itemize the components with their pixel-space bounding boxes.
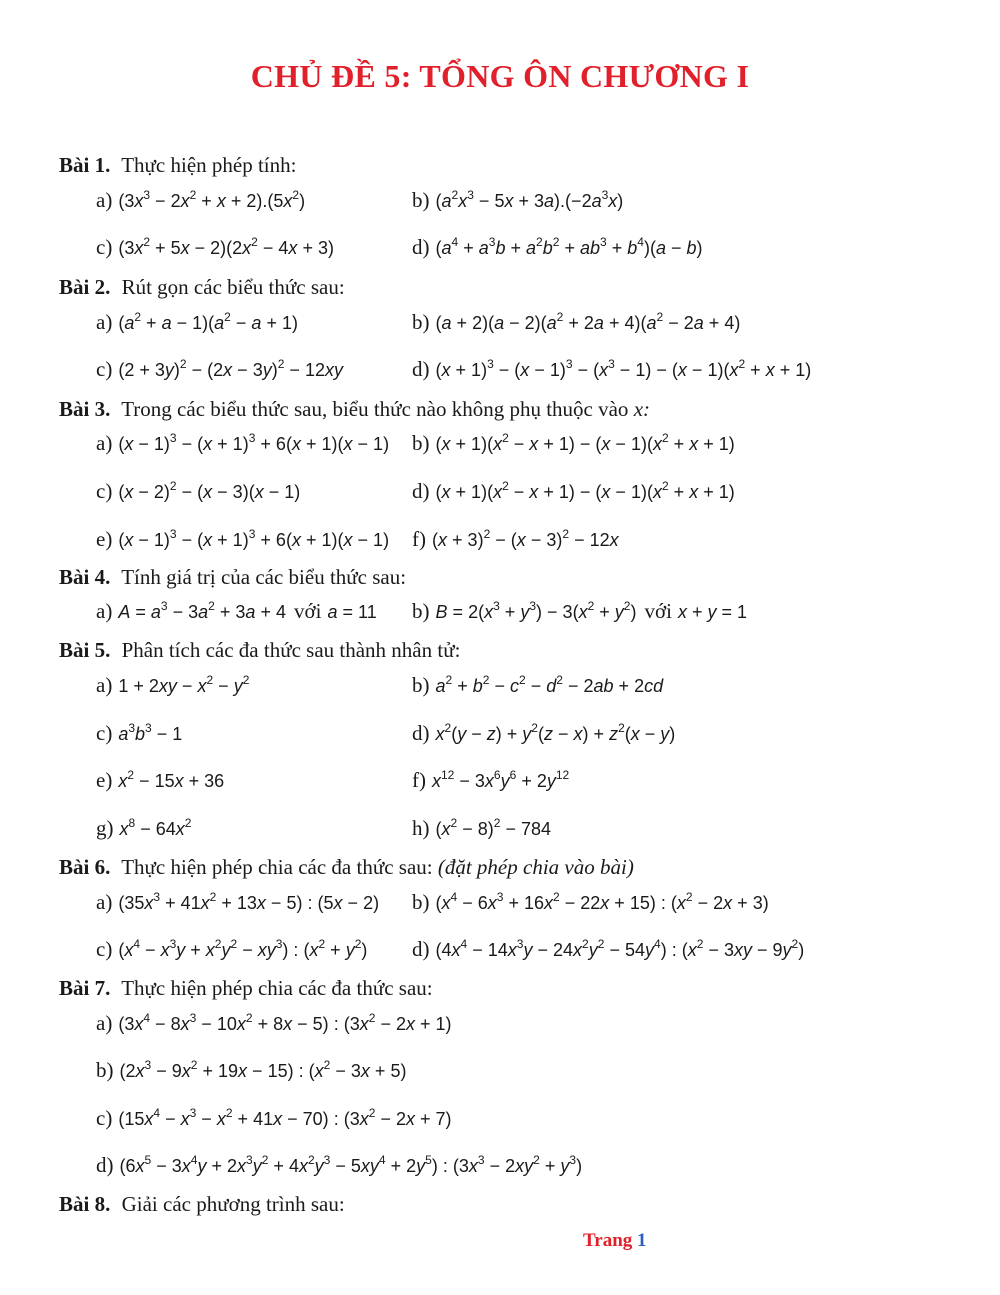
exercise-row bbox=[96, 1011, 976, 1039]
exercise-row bbox=[96, 721, 976, 749]
item-label: e) bbox=[96, 527, 113, 551]
exercise-row bbox=[96, 937, 976, 965]
math-expression: $x^8 - 64x^2$ bbox=[119, 816, 192, 839]
math-expression: $(a^2 + a - 1)(a^2 - a + 1)$ bbox=[118, 310, 298, 333]
item-label: d) bbox=[412, 721, 430, 745]
exercise-number: Bài 1. bbox=[59, 153, 111, 177]
math-expression: $1 + 2xy - x^2 - y^2$ bbox=[118, 673, 250, 696]
exercise-row bbox=[96, 599, 976, 627]
item-label: a) bbox=[96, 310, 113, 334]
exercise-number: Bài 7. bbox=[59, 976, 111, 1000]
exercise-item bbox=[412, 768, 569, 793]
exercise-item bbox=[412, 235, 703, 260]
exercise-row bbox=[96, 235, 976, 263]
math-expression: $(x^4 - x^3y + x^2y^2 - xy^3)$ : $(x^2 + y^2)$ bbox=[118, 937, 368, 960]
exercise-row bbox=[96, 890, 976, 918]
exercise-row bbox=[96, 673, 976, 701]
exercise-heading bbox=[59, 638, 460, 663]
exercise-title: Tính giá trị của các biểu thức sau: bbox=[116, 565, 407, 589]
exercise-item bbox=[412, 431, 735, 456]
math-expression: $(a^4 + a^3b + a^2b^2 + ab^3 + b^4)(a - b)$ bbox=[435, 235, 703, 258]
exercise-item bbox=[96, 599, 377, 624]
exercise-heading bbox=[59, 855, 634, 880]
exercise-heading bbox=[59, 153, 296, 178]
exercise-title: Phân tích các đa thức sau thành nhân tử: bbox=[116, 638, 461, 662]
exercise-item bbox=[412, 479, 735, 504]
item-label: d) bbox=[412, 479, 430, 503]
math-expression: $B = 2(x^3 + y^3) - 3(x^2 + y^2)$ bbox=[435, 599, 637, 622]
math-expression: $(a^2x^3 - 5x + 3a).(-2a^3x)$ bbox=[435, 188, 624, 211]
exercise-row bbox=[96, 1058, 976, 1086]
exercise-row bbox=[96, 479, 976, 507]
exercise-item bbox=[412, 599, 747, 624]
item-label: g) bbox=[96, 816, 114, 840]
exercise-item bbox=[96, 673, 249, 698]
math-expression: $(x^4 - 6x^3 + 16x^2 - 22x + 15)$ : $(x^2 - 2x + 3)$ bbox=[435, 890, 769, 913]
item-label: d) bbox=[412, 357, 430, 381]
exercise-number: Bài 8. bbox=[59, 1192, 111, 1216]
exercise-item bbox=[96, 816, 191, 841]
math-expression: $(x + 3)^2 - (x - 3)^2 - 12x$ bbox=[432, 527, 619, 550]
item-label: d) bbox=[412, 235, 430, 259]
condition-expression: a = 11 bbox=[327, 602, 377, 622]
item-label: h) bbox=[412, 816, 430, 840]
item-label: a) bbox=[96, 188, 113, 212]
exercise-row bbox=[96, 816, 976, 844]
item-label: a) bbox=[96, 431, 113, 455]
exercise-heading bbox=[59, 1192, 345, 1217]
math-expression: $(6x^5 - 3x^4y + 2x^3y^2 + 4x^2y^3 - 5xy^4 + 2y^5)$ : $(3x^3 - 2xy^2 + y^3)$ bbox=[119, 1153, 583, 1176]
math-expression: $(35x^3 + 41x^2 + 13x - 5)$ : (5x − 2) bbox=[118, 890, 380, 913]
exercise-number: Bài 6. bbox=[59, 855, 111, 879]
math-expression: $x^2(y - z) + y^2(z - x) + z^2(x - y)$ bbox=[435, 721, 676, 744]
math-expression: $(x + 1)(x^2 - x + 1) - (x - 1)(x^2 + x + 1)$ bbox=[435, 479, 735, 502]
exercise-number: Bài 5. bbox=[59, 638, 111, 662]
exercise-title: Thực hiện phép tính: bbox=[116, 153, 297, 177]
item-label: a) bbox=[96, 599, 113, 623]
item-label: c) bbox=[96, 357, 113, 381]
exercise-item bbox=[412, 721, 675, 746]
exercise-row bbox=[96, 1106, 976, 1134]
item-label: d) bbox=[412, 937, 430, 961]
footer-page-number: 1 bbox=[637, 1230, 647, 1251]
exercise-item bbox=[96, 431, 389, 456]
item-label: c) bbox=[96, 235, 113, 259]
page-title: CHỦ ĐỀ 5: TỔNG ÔN CHƯƠNG I bbox=[250, 58, 750, 94]
item-label: c) bbox=[96, 721, 113, 745]
math-expression: $(2x^3 - 9x^2 + 19x - 15)$ : $(x^2 - 3x + 5)$ bbox=[119, 1058, 407, 1081]
item-label: a) bbox=[96, 1011, 113, 1035]
math-expression: $a^2 + b^2 - c^2 - d^2 - 2ab + 2cd$ bbox=[435, 673, 664, 696]
exercise-heading bbox=[59, 275, 345, 300]
item-label: a) bbox=[96, 673, 113, 697]
exercise-item bbox=[96, 235, 334, 260]
exercise-item bbox=[412, 527, 619, 552]
exercise-item bbox=[96, 721, 182, 746]
condition-word: với bbox=[644, 599, 672, 623]
exercise-item bbox=[412, 188, 623, 213]
page-footer bbox=[583, 1230, 647, 1252]
exercise-number: Bài 3. bbox=[59, 397, 111, 421]
item-label: c) bbox=[96, 479, 113, 503]
exercise-title: Trong các biểu thức sau, biểu thức nào không phụ thuộc vào x: bbox=[116, 397, 651, 421]
item-label: c) bbox=[96, 1106, 113, 1130]
exercise-item bbox=[96, 768, 224, 793]
item-label: a) bbox=[96, 890, 113, 914]
exercise-item bbox=[96, 310, 298, 335]
exercise-row bbox=[96, 188, 976, 216]
footer-page-word: Trang bbox=[583, 1230, 633, 1251]
exercise-item bbox=[96, 188, 305, 213]
math-expression: $x^{12} - 3x^6y^6 + 2y^{12}$ bbox=[432, 768, 570, 791]
condition-word: với bbox=[294, 599, 322, 623]
item-label: c) bbox=[96, 937, 113, 961]
math-expression: $(x - 2)^2 - (x - 3)(x - 1)$ bbox=[118, 479, 301, 502]
exercise-number: Bài 4. bbox=[59, 565, 111, 589]
exercise-item bbox=[96, 1011, 452, 1036]
item-label: b) bbox=[412, 599, 430, 623]
exercise-heading bbox=[59, 397, 650, 422]
exercise-item bbox=[96, 937, 367, 962]
math-expression: $(3x^2 + 5x - 2)(2x^2 - 4x + 3)$ bbox=[118, 235, 334, 258]
math-expression: $(3x^4 - 8x^3 - 10x^2 + 8x - 5)$ : $(3x^2 - 2x + 1)$ bbox=[118, 1011, 452, 1034]
item-label: b) bbox=[412, 890, 430, 914]
exercise-title: Giải các phương trình sau: bbox=[116, 1192, 345, 1216]
math-expression: $(4x^4 - 14x^3y - 24x^2y^2 - 54y^4)$ : $(x^2 - 3xy - 9y^2)$ bbox=[435, 937, 805, 960]
exercise-row bbox=[96, 1153, 976, 1181]
item-label: d) bbox=[96, 1153, 114, 1177]
condition-expression: x + y = 1 bbox=[677, 602, 748, 622]
exercise-item bbox=[96, 527, 389, 552]
exercise-item bbox=[96, 890, 379, 915]
exercise-item bbox=[412, 673, 663, 698]
exercise-item bbox=[412, 937, 804, 962]
exercise-heading bbox=[59, 976, 433, 1001]
math-expression: $(x - 1)^3 - (x + 1)^3 + 6(x + 1)(x - 1)$ bbox=[118, 431, 390, 454]
item-label: b) bbox=[412, 673, 430, 697]
exercise-row bbox=[96, 431, 976, 459]
item-label: f) bbox=[412, 527, 426, 551]
math-expression: $(x^2 - 8)^2 - 784$ bbox=[435, 816, 552, 839]
exercise-number: Bài 2. bbox=[59, 275, 111, 299]
math-expression: $(3x^3 - 2x^2 + x + 2).(5x^2)$ bbox=[118, 188, 306, 211]
exercise-title: Thực hiện phép chia các đa thức sau: (đặt phép chia vào bài) bbox=[116, 855, 634, 879]
exercise-heading bbox=[59, 565, 406, 590]
exercise-item bbox=[96, 357, 343, 382]
math-expression: $(15x^4 - x^3 - x^2 + 41x - 70)$ : $(3x^2 - 2x + 7)$ bbox=[118, 1106, 452, 1129]
item-label: b) bbox=[96, 1058, 114, 1082]
exercise-item bbox=[96, 1058, 406, 1083]
exercise-item bbox=[96, 1106, 452, 1131]
exercise-item bbox=[412, 816, 551, 841]
item-label: f) bbox=[412, 768, 426, 792]
item-label: b) bbox=[412, 310, 430, 334]
exercise-title: Rút gọn các biểu thức sau: bbox=[116, 275, 345, 299]
exercise-item bbox=[96, 1153, 582, 1178]
math-expression: $x^2 - 15x + 36$ bbox=[118, 768, 225, 791]
item-label: b) bbox=[412, 188, 430, 212]
exercise-title: Thực hiện phép chia các đa thức sau: bbox=[116, 976, 433, 1000]
math-expression: $(x + 1)(x^2 - x + 1) - (x - 1)(x^2 + x + 1)$ bbox=[435, 431, 735, 454]
math-expression: $(x + 1)^3 - (x - 1)^3 - (x^3 - 1) - (x - 1)(x^2 + x + 1)$ bbox=[435, 357, 812, 380]
exercise-row bbox=[96, 357, 976, 385]
math-expression: $(2 + 3y)^2 - (2x - 3y)^2 - 12xy$ bbox=[118, 357, 343, 380]
math-expression: $(x - 1)^3 - (x + 1)^3 + 6(x + 1)(x - 1)$ bbox=[118, 527, 390, 550]
item-label: b) bbox=[412, 431, 430, 455]
exercise-item bbox=[412, 310, 740, 335]
exercise-item bbox=[96, 479, 300, 504]
exercise-row bbox=[96, 527, 976, 555]
exercise-item bbox=[412, 890, 769, 915]
math-expression: $a^3b^3 - 1$ bbox=[118, 721, 183, 744]
math-expression: $A = a^3 - 3a^2 + 3a + 4$ bbox=[118, 599, 286, 622]
math-expression: $(a + 2)(a - 2)(a^2 + 2a + 4)(a^2 - 2a + 4)$ bbox=[435, 310, 741, 333]
exercise-row bbox=[96, 310, 976, 338]
item-label: e) bbox=[96, 768, 113, 792]
exercise-item bbox=[412, 357, 811, 382]
exercise-row bbox=[96, 768, 976, 796]
